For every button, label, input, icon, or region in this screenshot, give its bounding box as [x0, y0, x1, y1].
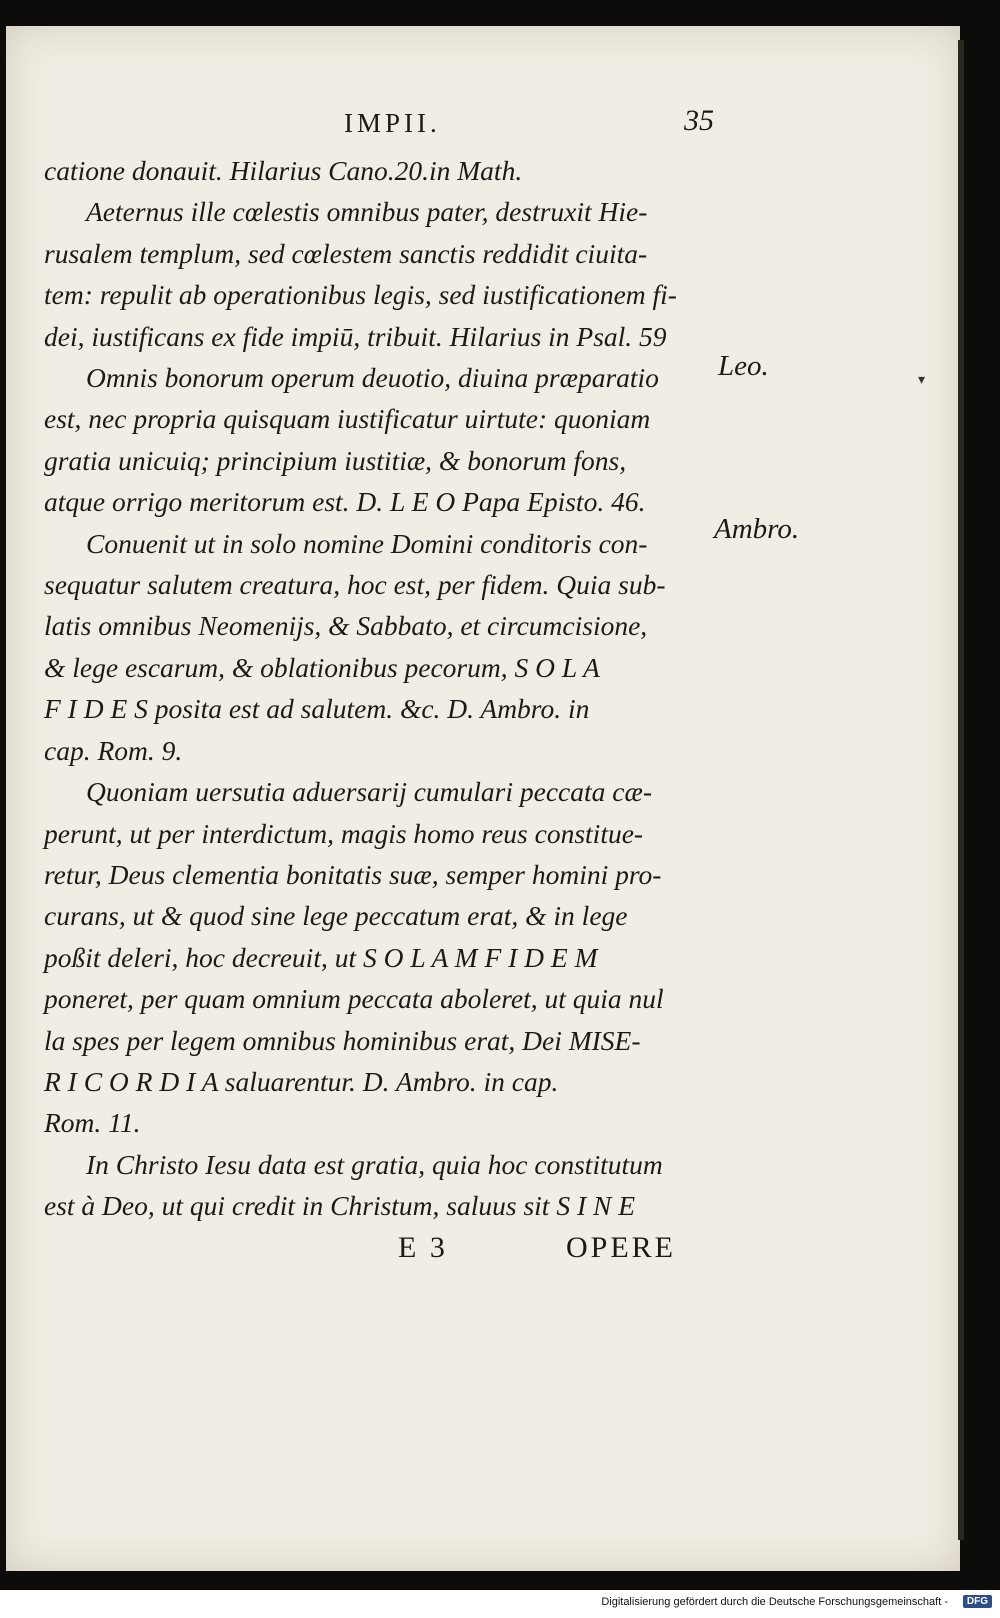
text-line: poneret, per quam omnium peccata aboleret, ut quia nul: [44, 983, 664, 1015]
folio-number: 35: [684, 104, 714, 137]
text-line: sequatur salutem creatura, hoc est, per fidem. Quia sub-: [44, 569, 666, 601]
dfg-logo: DFG: [963, 1595, 992, 1608]
text-line: rusalem templum, sed cœlestem sanctis reddidit ciuita-: [44, 237, 648, 269]
text-line: catione donauit. Hilarius Cano.20.in Math.: [44, 155, 523, 186]
text-line: Aeternus ille cœlestis omnibus pater, destruxit Hie-: [86, 196, 648, 228]
catchword: OPERE: [566, 1231, 677, 1264]
signature-mark: E 3: [398, 1231, 448, 1264]
text-line: retur, Deus clementia bonitatis suæ, semper homini pro-: [44, 858, 662, 890]
text-line: atque orrigo meritorum est. D. L E O Papa Episto. 46.: [44, 486, 646, 518]
text-line: tem: repulit ab operationibus legis, sed iustificationem fi-: [44, 279, 677, 311]
text-line: Omnis bonorum operum deuotio, diuina præparatio: [86, 362, 659, 394]
text-line: cap. Rom. 9.: [44, 734, 183, 766]
text-line: curans, ut & quod sine lege peccatum erat, & in lege: [44, 900, 628, 932]
text-line: Quoniam uersutia aduersarij cumulari peccata cæ-: [86, 776, 652, 808]
running-head: IMPII.: [344, 108, 441, 138]
text-line: Conuenit ut in solo nomine Domini conditoris con-: [86, 527, 648, 559]
text-line: Rom. 11.: [44, 1107, 141, 1139]
text-line: est, nec propria quisquam iustificatur uirtute: quoniam: [44, 403, 651, 435]
body-text: [44, 150, 724, 1227]
text-line: est à Deo, ut qui credit in Christum, saluus sit S I N E: [44, 1190, 635, 1222]
text-line: latis omnibus Neomenijs, & Sabbato, et circumcisione,: [44, 610, 648, 642]
text-line: perunt, ut per interdictum, magis homo reus constitue-: [44, 817, 644, 849]
text-line: & lege escarum, & oblationibus pecorum, S O L A: [44, 651, 600, 683]
text-line: In Christo Iesu data est gratia, quia hoc constitutum: [86, 1148, 663, 1180]
text-line: gratia unicuiq; principium iustitiæ, & bonorum fons,: [44, 444, 627, 476]
text-line: poßit deleri, hoc decreuit, ut S O L A M F I D E M: [44, 941, 598, 973]
text-line: la spes per legem omnibus hominibus erat, Dei MISE-: [44, 1024, 641, 1056]
margin-note-leo: Leo.: [718, 350, 769, 382]
margin-note-ambro: Ambro.: [714, 513, 800, 545]
footer-bar: [0, 1590, 1000, 1618]
text-line: R I C O R D I A saluarentur. D. Ambro. in cap.: [44, 1065, 559, 1097]
page-edge: [958, 40, 964, 1540]
ink-speck: ▾: [918, 373, 926, 388]
text-line: F I D E S posita est ad salutem. &c. D. Ambro. in: [44, 693, 590, 725]
text-line: dei, iustificans ex fide impiū, tribuit. Hilarius in Psal. 59: [44, 320, 667, 352]
funding-credit: Digitalisierung gefördert durch die Deutsche Forschungsgemeinschaft -: [601, 1596, 948, 1608]
